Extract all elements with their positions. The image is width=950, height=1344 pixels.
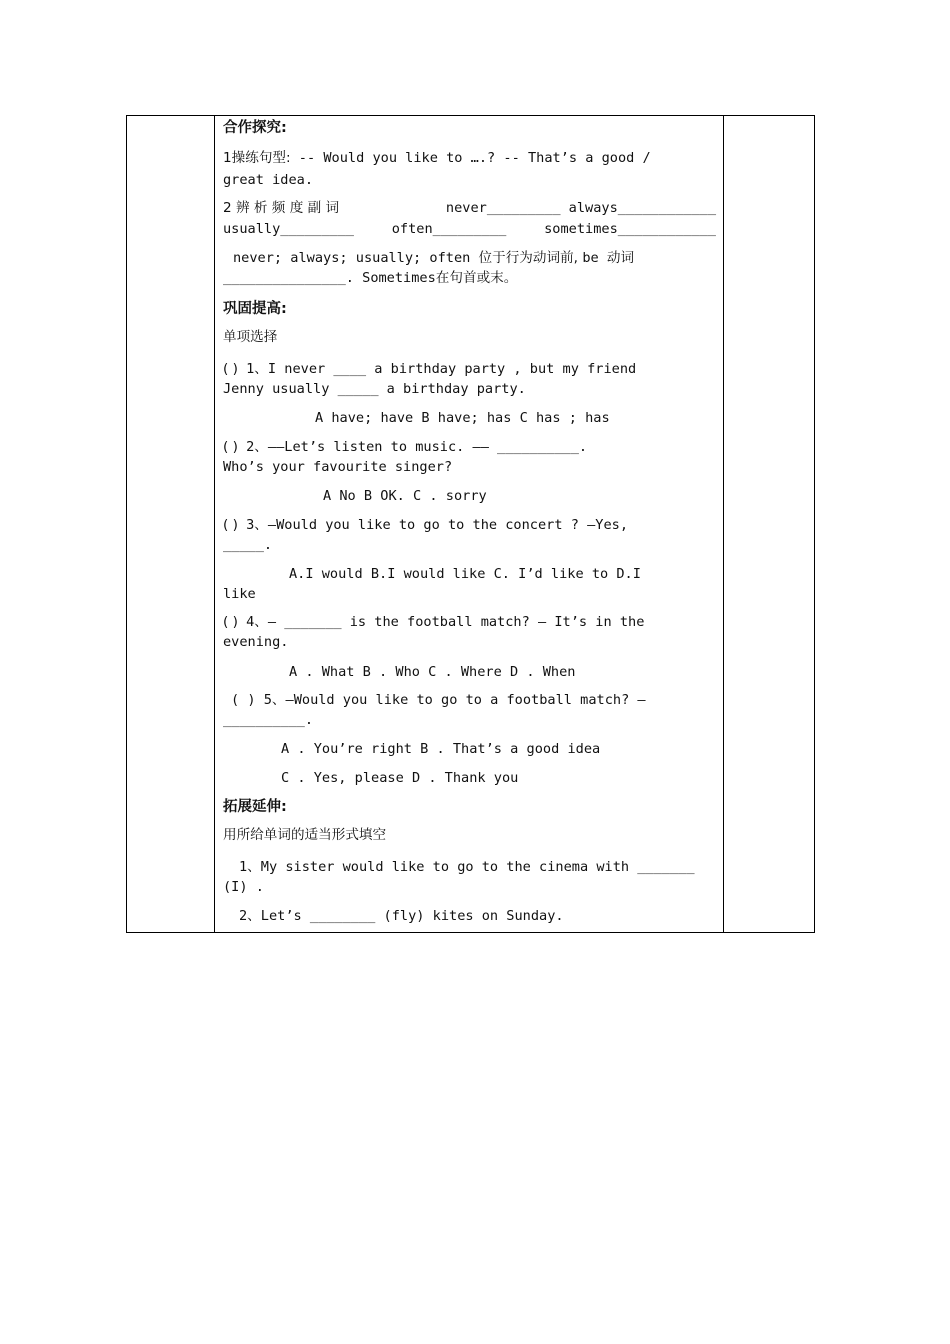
question-2-options: A No B OK. C . sorry	[323, 488, 487, 504]
worksheet-table	[126, 115, 815, 933]
question-2-line-1: ( ) 2、——Let’s listen to music. —— __________.	[223, 439, 588, 455]
adverb-line-1: 2 辨 析 频 度 副 词 never_________ always____________	[223, 200, 716, 216]
question-1-line-1: ( ) 1、I never ____ a birthday party , but my friend	[223, 361, 637, 377]
section-sub-gonggu: 单项选择	[223, 329, 278, 345]
question-3-options-line-2: like	[223, 586, 256, 602]
section-heading-gonggu: 巩固提高:	[223, 301, 287, 317]
question-5-line-1: ( ) 5、—Would you like to go to a football match? —	[231, 692, 646, 708]
question-1-options: A have; have B have; has C has ; has	[315, 410, 610, 426]
drill-line-1: 1操练句型: -- Would you like to ….? -- That’s a good /	[223, 150, 651, 166]
fill-1-line-2: (I) .	[223, 879, 264, 895]
question-3-line-2: _____.	[223, 537, 273, 553]
section-heading-hezuo: 合作探究:	[223, 120, 287, 136]
column-divider-right	[723, 116, 724, 932]
question-4-options: A . What B . Who C . Where D . When	[289, 664, 576, 680]
question-1-line-2: Jenny usually _____ a birthday party.	[223, 381, 526, 397]
fill-2: 2、Let’s ________ (fly) kites on Sunday.	[239, 908, 564, 924]
question-4-line-1: ( ) 4、— _______ is the football match? — It’s in the	[223, 614, 645, 630]
fill-1-line-1: 1、My sister would like to go to the cinema with _______	[239, 859, 695, 875]
rule-line-1: never; always; usually; often 位于行为动词前, be 动词	[233, 250, 635, 266]
question-5-options-line-2: C . Yes, please D . Thank you	[281, 770, 519, 786]
column-divider-left	[214, 116, 215, 932]
section-sub-tuozhan: 用所给单词的适当形式填空	[223, 827, 387, 843]
question-5-line-2: __________.	[223, 712, 314, 728]
drill-line-2: great idea.	[223, 172, 314, 188]
question-5-options-line-1: A . You’re right B . That’s a good idea	[281, 741, 601, 757]
question-2-line-2: Who’s your favourite singer?	[223, 459, 453, 475]
rule-line-2: _______________. Sometimes在句首或末。	[223, 270, 518, 286]
adverb-line-2: usually_________ often_________ sometimes____________	[223, 221, 716, 237]
question-4-line-2: evening.	[223, 634, 289, 650]
question-3-options-line-1: A.I would B.I would like C. I’d like to D.I	[289, 566, 641, 582]
section-heading-tuozhan: 拓展延伸:	[223, 799, 287, 815]
question-3-line-1: ( ) 3、—Would you like to go to the concert ? —Yes,	[223, 517, 629, 533]
